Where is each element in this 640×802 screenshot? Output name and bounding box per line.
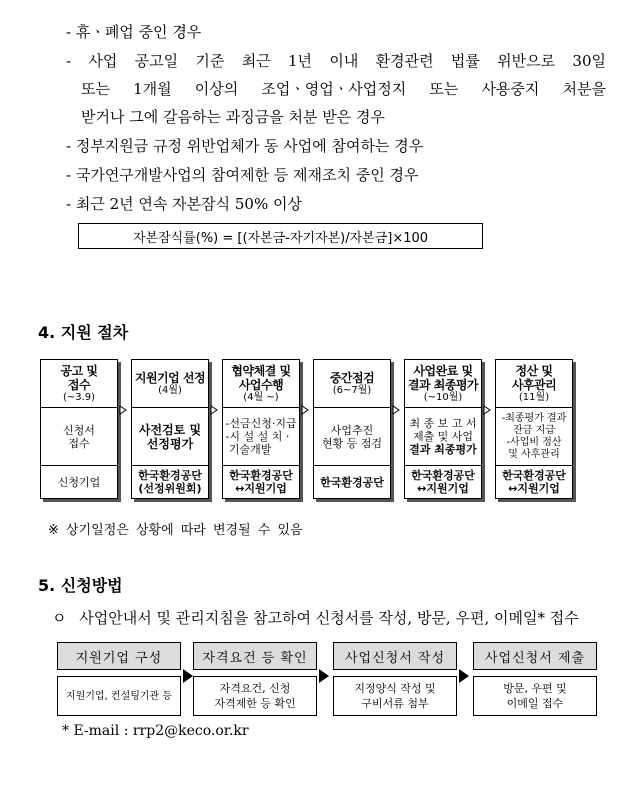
step-1-body — [40, 407, 118, 499]
step-3-period: (4월 ~) — [243, 392, 279, 403]
step-2-period: (4월) — [158, 385, 182, 396]
bullet-violation-cont1: 또는 1개월 이상의 조업ㆍ영업ㆍ사업정지 또는 사용중지 처분을 — [81, 80, 606, 98]
procedure-step-6 — [495, 359, 573, 499]
capital-impairment-formula — [78, 223, 483, 249]
step-4-task — [314, 408, 390, 466]
step-2-actor-line: 한국환경공단 — [138, 469, 202, 482]
procedure-step-1 — [40, 359, 118, 499]
step-5-header — [404, 359, 482, 408]
step-4-title1: 중간점검 — [329, 371, 375, 385]
app-step-3-body — [333, 676, 457, 716]
app-step-2-body — [193, 676, 317, 716]
app-step-2-head: 자격요건 등 확인 — [193, 642, 317, 670]
step-5-actor — [405, 466, 481, 498]
bullet-sanction: - 국가연구개발사업의 참여제한 등 제재조치 중인 경우 — [66, 166, 419, 184]
arrow-right-icon — [302, 406, 308, 414]
step-3-task — [223, 408, 299, 466]
step-5-task-line: 최 종 보 고 서 — [409, 417, 477, 430]
step-1-actor — [41, 466, 117, 498]
step-6-body — [495, 407, 573, 499]
app-step-2-body-line: 자격제한 등 확인 — [214, 697, 296, 710]
app-step-1-body-line: 지원기업, 컨설팅기관 등 — [65, 690, 173, 702]
step-6-actor-line: 한국환경공단 — [502, 469, 566, 482]
step-6-header — [495, 359, 573, 408]
step-3-title2: 사업수행 — [238, 378, 284, 392]
section4-title: 4. 지원 절차 — [38, 323, 129, 342]
step-2-header — [131, 359, 209, 408]
step-3-task-line: -선금신청·지급 — [225, 417, 297, 430]
section5-title: 5. 신청방법 — [38, 576, 123, 595]
bullet-subsidy: - 정부지원금 규정 위반업체가 동 사업에 참여하는 경우 — [66, 137, 424, 155]
app-step-1-body — [57, 676, 181, 716]
application-step-4 — [473, 642, 597, 716]
arrow-right-icon — [319, 669, 329, 683]
app-step-3-body-line: 구비서류 첨부 — [361, 697, 429, 710]
step-5-task — [405, 408, 481, 466]
step-1-title1: 공고 및 — [60, 364, 98, 378]
step-4-actor — [314, 466, 390, 498]
step-3-actor-line: ↔지원기업 — [235, 482, 287, 495]
application-step-1 — [57, 642, 181, 716]
step-6-task-line: 잔금 지급 — [513, 424, 555, 436]
app-step-3-head: 사업신청서 작성 — [333, 642, 457, 670]
step-3-title1: 협약체결 및 — [231, 364, 291, 378]
step-3-body — [222, 407, 300, 499]
step-6-actor-line: ↔지원기업 — [508, 482, 560, 495]
step-5-actor-line: ↔지원기업 — [417, 482, 469, 495]
step-3-actor-line: 한국환경공단 — [229, 469, 293, 482]
step-6-actor — [496, 466, 572, 498]
step-1-period: (~3.9) — [62, 392, 96, 403]
step-1-title2: 접수 — [67, 378, 91, 392]
step-4-actor-line: 한국환경공단 — [320, 475, 384, 489]
step-1-actor-line: 신청기업 — [57, 475, 101, 489]
lead-text: 사업안내서 및 관리지침을 참고하여 신청서를 작성, 방문, 우편, 이메일* 접수 — [79, 609, 579, 627]
step-6-period: (11월) — [518, 392, 550, 403]
step-2-body — [131, 407, 209, 499]
procedure-step-2 — [131, 359, 209, 499]
procedure-step-5 — [404, 359, 482, 499]
step-1-task-line: 신청서 — [63, 423, 95, 437]
step-6-task-line: -최종평가 결과 — [501, 412, 567, 424]
step-5-task-line: 제출 및 사업 — [412, 430, 474, 443]
bullet-closure: - 휴ㆍ폐업 중인 경우 — [66, 23, 202, 41]
step-1-task-line: 접수 — [68, 436, 90, 450]
step-5-body — [404, 407, 482, 499]
step-4-header — [313, 359, 391, 408]
bullet-capital: - 최근 2년 연속 자본잠식 50% 이상 — [66, 195, 302, 213]
schedule-note: ※ 상기일정은 상황에 따라 변경될 수 있음 — [48, 523, 303, 538]
step-2-title1: 지원기업 선정 — [134, 371, 206, 385]
step-6-title2: 사후관리 — [511, 378, 557, 392]
step-4-body — [313, 407, 391, 499]
bullet-violation-cont2: 받거나 그에 갈음하는 과징금을 처분 받은 경우 — [81, 108, 385, 126]
lead-mark: ㅇ — [52, 609, 67, 627]
step-4-task-line: 사업추진 — [330, 423, 374, 437]
step-6-task-line: 및 사후관리 — [508, 448, 560, 460]
arrow-right-icon — [120, 406, 126, 414]
step-2-task-line: 사전검토 및 — [138, 422, 202, 437]
step-5-actor-line: 한국환경공단 — [411, 469, 475, 482]
application-step-3 — [333, 642, 457, 716]
procedure-step-3 — [222, 359, 300, 499]
step-6-task-line: -사업비 정산 — [506, 436, 562, 448]
step-6-task — [496, 408, 572, 466]
app-step-3-body-line: 지정양식 작성 및 — [354, 682, 436, 695]
step-4-task-line: 현황 등 점검 — [321, 436, 383, 450]
app-step-4-head: 사업신청서 제출 — [473, 642, 597, 670]
bullet-violation: - 사업 공고일 기준 최근 1년 이내 환경관련 법률 위반으로 30일 — [66, 52, 606, 70]
app-step-4-body-line: 방문, 우편 및 — [503, 682, 567, 695]
step-3-task-line: 기술개발 — [228, 443, 272, 456]
app-step-4-body — [473, 676, 597, 716]
email-label: * E-mail : — [62, 723, 129, 739]
step-5-task-line: 결과 최종평가 — [409, 443, 477, 456]
email-line — [62, 723, 249, 739]
arrow-right-icon — [183, 669, 193, 683]
step-3-header — [222, 359, 300, 408]
step-1-header — [40, 359, 118, 408]
step-3-task-line: -시 설 설 치 · — [225, 430, 290, 443]
step-2-actor-line: (선정위원회) — [138, 482, 202, 495]
application-lead — [52, 607, 579, 628]
step-1-task — [41, 408, 117, 466]
step-4-period: (6~7월) — [332, 385, 372, 396]
arrow-right-icon — [211, 406, 217, 414]
step-5-title1: 사업완료 및 — [413, 364, 473, 378]
app-step-2-body-line: 자격요건, 신청 — [219, 682, 291, 695]
step-2-actor — [132, 466, 208, 498]
arrow-right-icon — [393, 406, 399, 414]
step-5-period: (~10월) — [423, 392, 463, 403]
step-5-title2: 결과 최종평가 — [407, 378, 479, 392]
step-3-actor — [223, 466, 299, 498]
application-step-2 — [193, 642, 317, 716]
arrow-right-icon — [459, 669, 469, 683]
step-2-task-line: 선정평가 — [146, 436, 194, 451]
step-6-title1: 정산 및 — [515, 364, 553, 378]
app-step-1-head: 지원기업 구성 — [57, 642, 181, 670]
procedure-step-4 — [313, 359, 391, 499]
email-address[interactable]: rrp2@keco.or.kr — [132, 723, 249, 739]
arrow-right-icon — [484, 406, 490, 414]
step-2-task — [132, 408, 208, 466]
formula-text: 자본잠식률(%) = [(자본금-자기자본)/자본금]×100 — [132, 230, 429, 246]
app-step-4-body-line: 이메일 접수 — [506, 697, 564, 710]
